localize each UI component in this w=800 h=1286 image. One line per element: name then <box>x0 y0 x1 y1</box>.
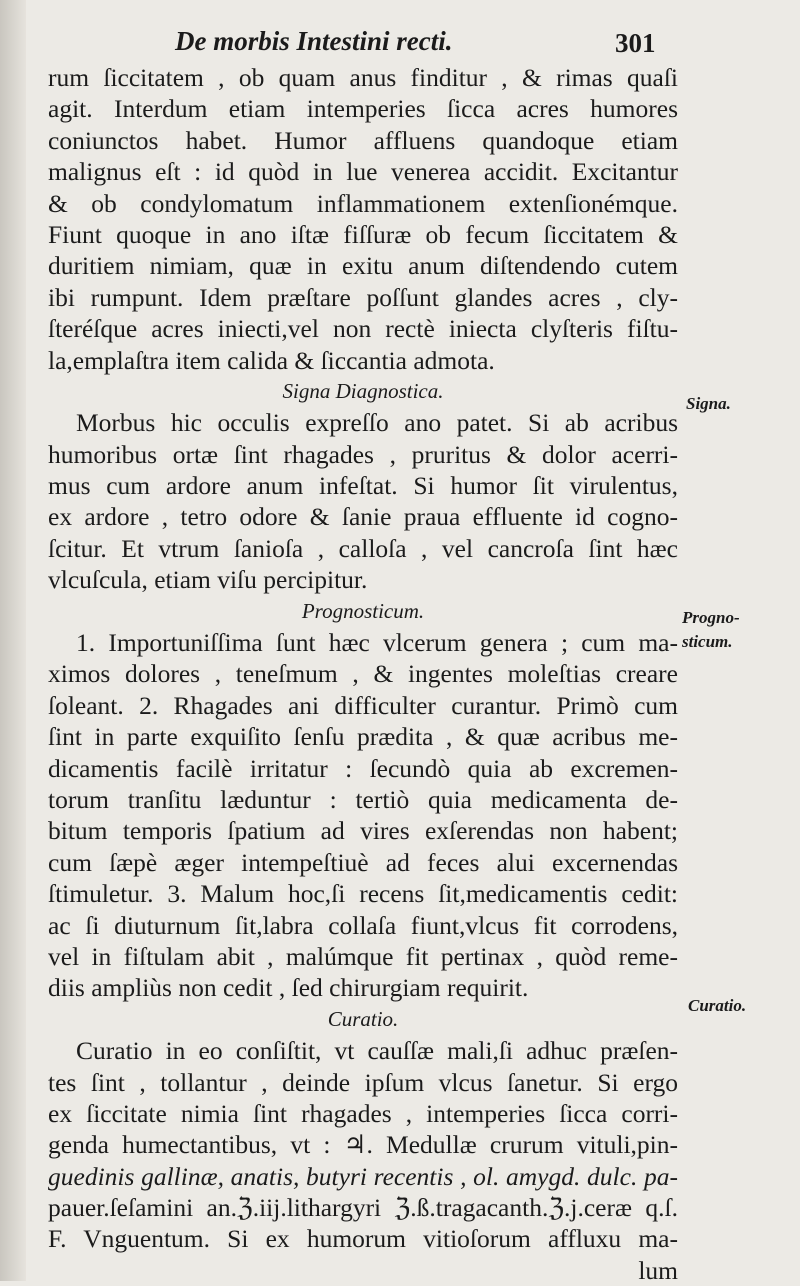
text-line: bitum temporis ſpatium ad vires exſerendas non habent; <box>48 816 678 846</box>
section-heading-signa: Signa Diagnostica. <box>282 378 444 403</box>
text-line: tes ſint , tollantur , deinde ipſum vlcus ſanetur. Si ergo <box>48 1067 678 1097</box>
text-line: cum ſæpè æger intempeſtiuè ad feces alui excernendas <box>48 847 678 877</box>
running-title: De morbis Intestini recti. <box>175 26 453 56</box>
text-line: Fiunt quoque in ano iſtæ fiſſuræ ob fecum ſiccitatem & <box>48 219 678 249</box>
text-line: ſteréſque acres iniecti,vel non rectè iniecta clyſteris fiſtu- <box>48 314 678 344</box>
text-line: ſtimuletur. 3. Malum hoc,ſi recens ſit,medicamentis cedit: <box>48 879 678 909</box>
margin-note-signa: Signa. <box>686 394 731 413</box>
text-line: Morbus hic occulis expreſſo ano patet. Si ab acribus <box>76 408 678 438</box>
text-line: pauer.ſeſamini an.ℨ.iij.lithargyri ℨ.ß.tragacanth.ℨ.j.ceræ q.ſ. <box>48 1193 678 1223</box>
section-heading-prognosticum: Prognosticum. <box>301 598 425 623</box>
text-line: dicamentis facilè irritatur : ſecundò quia ab excremen- <box>48 753 678 783</box>
text-line: ex ardore , tetro odore & ſanie praua effluente id cogno- <box>48 502 678 532</box>
text-line: ſoleant. 2. Rhagades ani difficulter curantur. Primò cum <box>48 690 678 720</box>
text-line: ſcitur. Et vtrum ſanioſa , calloſa , vel cancroſa ſint hæc <box>48 533 678 563</box>
text-body <box>48 62 678 1286</box>
text-line: vlcuſcula, etiam viſu percipitur. <box>48 565 368 595</box>
page-header <box>175 26 675 66</box>
text-line: 1. Importuniſſima ſunt hæc vlcerum genera ; cum ma- <box>76 628 678 658</box>
text-line: guedinis gallinæ, anatis, butyri recentis , ol. amygd. dulc. pa- <box>48 1161 678 1191</box>
margin-note-prognosticum-1: Progno- <box>682 608 740 627</box>
page-number: 301 <box>615 28 656 58</box>
text-line: coniunctos habet. Humor affluens quandoque etiam <box>48 125 678 155</box>
text-line: humoribus ortæ ſint rhagades , pruritus & dolor acerri- <box>48 439 678 469</box>
text-line: lum <box>638 1255 678 1285</box>
text-line: ximos dolores , teneſmum , & ingentes moleſtias creare <box>48 659 678 689</box>
text-line: agit. Interdum etiam intemperies ſicca acres humores <box>48 94 678 124</box>
text-line: vel in fiſtulam abit , malúmque fit pertinax , quòd reme- <box>48 941 678 971</box>
text-line: ac ſi diuturnum ſit,labra collaſa fiunt,vlcus fit corrodens, <box>48 910 678 940</box>
text-line: malignus eſt : id quòd in lue venerea accidit. Excitantur <box>48 157 678 187</box>
text-line: ſint in parte exquiſito ſenſu prædita , & quæ acribus me- <box>48 722 678 752</box>
margin-note-prognosticum-2: sticum. <box>682 632 733 651</box>
text-line: Curatio in eo conſiſtit, vt cauſſæ mali,ſi adhuc præſen- <box>76 1036 678 1066</box>
text-line: diis ampliùs non cedit , ſed chirurgiam requirit. <box>48 973 529 1003</box>
text-line: ex ſiccitate nimia ſint rhagades , intemperies ſicca corri- <box>48 1098 678 1128</box>
text-line: genda humectantibus, vt : ♃. Medullæ crurum vituli,pin- <box>48 1130 678 1160</box>
page-gutter-shadow <box>0 0 26 1281</box>
text-line: ibi rumpunt. Idem præſtare poſſunt glandes acres , cly- <box>48 282 678 312</box>
section-heading-curatio: Curatio. <box>327 1006 399 1031</box>
text-line: & ob condylomatum inflammationem extenſionémque. <box>48 188 678 218</box>
text-line: la,emplaſtra item calida & ſiccantia admota. <box>48 345 495 375</box>
text-line: F. Vnguentum. Si ex humorum vitioſorum affluxu ma- <box>48 1224 678 1254</box>
text-line: mus cum ardore anum infeſtat. Si humor ſit virulentus, <box>48 471 678 501</box>
text-line: duritiem nimiam, quæ in exitu anum diſtendendo cutem <box>48 251 678 281</box>
margin-note-curatio: Curatio. <box>688 996 747 1015</box>
text-line: rum ſiccitatem , ob quam anus finditur , & rimas quaſi <box>48 63 678 92</box>
text-line: torum tranſitu læduntur : tertiò quia medicamenta de- <box>48 784 678 814</box>
